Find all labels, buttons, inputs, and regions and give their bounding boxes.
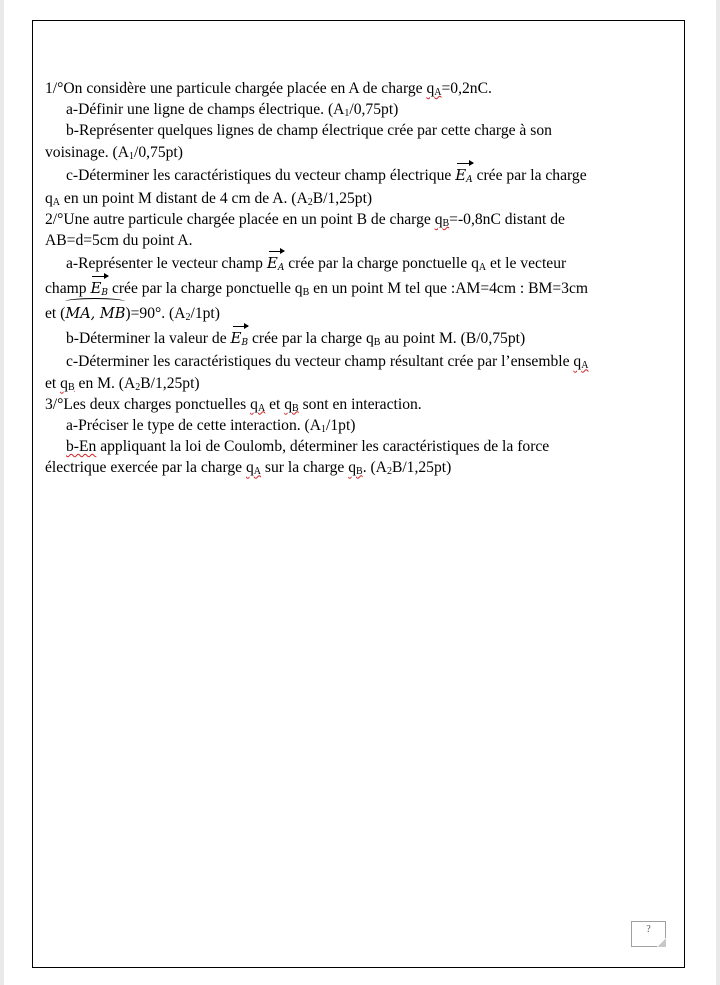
q3-b-charge-b: $q_B$ — [348, 459, 363, 478]
q2-c-charge-a: $q_A$ — [573, 353, 589, 372]
q2-a-line2: champ $E_B$ crée par la charge ponctuelle $q_B$ en un point M tel que :AM=4cm : BM=3cm — [45, 276, 635, 301]
angle-ma-mb: MA, MB — [65, 302, 125, 327]
q1-b-line1: b-Représenter quelques lignes de champ électrique crée par cette charge à son — [66, 122, 552, 140]
exercise-text[interactable] — [45, 78, 635, 478]
q3-b-line1: b-En appliquant la loi de Coulomb, déterminer les caractéristiques de la force — [66, 438, 550, 456]
page-number-box — [631, 921, 666, 947]
vector-eb: $E_B$ — [90, 276, 108, 301]
q2-c-line2: et $q_B$ en M. $(A_2B/1,25pt)$ — [45, 374, 200, 393]
q1-charge: $q_A$ — [426, 80, 442, 98]
q3-b-line2: électrique exercée par la charge $q_A$ sur la charge $q_B$. $(A_2B/1,25pt)$ — [45, 459, 452, 478]
q3-intro: 3/°Les deux charges ponctuelles $q_A$ et $q_B$ sont en interaction. — [45, 395, 422, 414]
vector-eb: $E_B$ — [231, 326, 249, 351]
q1-c-line1: c-Déterminer les caractéristiques du vecteur champ électrique $E_A$ crée par la charge — [45, 163, 635, 188]
q1-intro: 1/°On considère une particule chargée placée en A de charge $q_A=0,2nC$. — [45, 80, 492, 98]
page-number: ? — [646, 924, 651, 935]
document-page[interactable] — [32, 20, 685, 968]
q1-c-line2: $q_A$ en un point M distant de 4 cm de A. $(A_2B/1,25pt)$ — [45, 189, 373, 208]
window-edge-left — [0, 0, 4, 985]
window-edge-right — [716, 0, 720, 985]
page-fold-icon — [657, 938, 666, 947]
q1-a: a-Définir une ligne de champs électrique. $(A_1/0,75pt)$ — [66, 101, 399, 120]
vector-ea: $E_A$ — [455, 163, 472, 188]
q2-a-line3: et ( MA, MB)=90°. $(A_2/1pt)$ — [45, 301, 635, 326]
q1-b-line2: voisinage. $(A_1/0,75pt)$ — [45, 143, 183, 162]
q2-intro-line2: AB=d=5cm du point A. — [45, 232, 193, 250]
vector-ea: $E_A$ — [267, 251, 284, 276]
q3-b-word: b-En — [66, 438, 97, 456]
q3-b-charge-a: $q_A$ — [246, 459, 262, 478]
q2-intro: 2/°Une autre particule chargée placée en un point B de charge $q_B=-0,8nC$ distant de — [45, 210, 565, 229]
q2-charge: $q_B$ — [434, 210, 450, 229]
q2-c-charge-b: $q_B$ — [60, 374, 75, 393]
q3-a: a-Préciser le type de cette interaction. $(A_1/1pt)$ — [66, 416, 356, 435]
q2-c-line1: c-Déterminer les caractéristiques du vecteur champ résultant crée par l’ensemble $q_A$ — [66, 353, 589, 372]
q3-charge-a: $q_A$ — [250, 395, 266, 414]
q2-b: b-Déterminer la valeur de $E_B$ crée par la charge $q_B$ au point M. (B/0,75pt) — [45, 326, 635, 351]
q2-a-line1: a-Représenter le vecteur champ $E_A$ crée par la charge ponctuelle $q_A$ et le vecteur — [45, 251, 635, 276]
q3-charge-b: $q_B$ — [284, 395, 299, 414]
